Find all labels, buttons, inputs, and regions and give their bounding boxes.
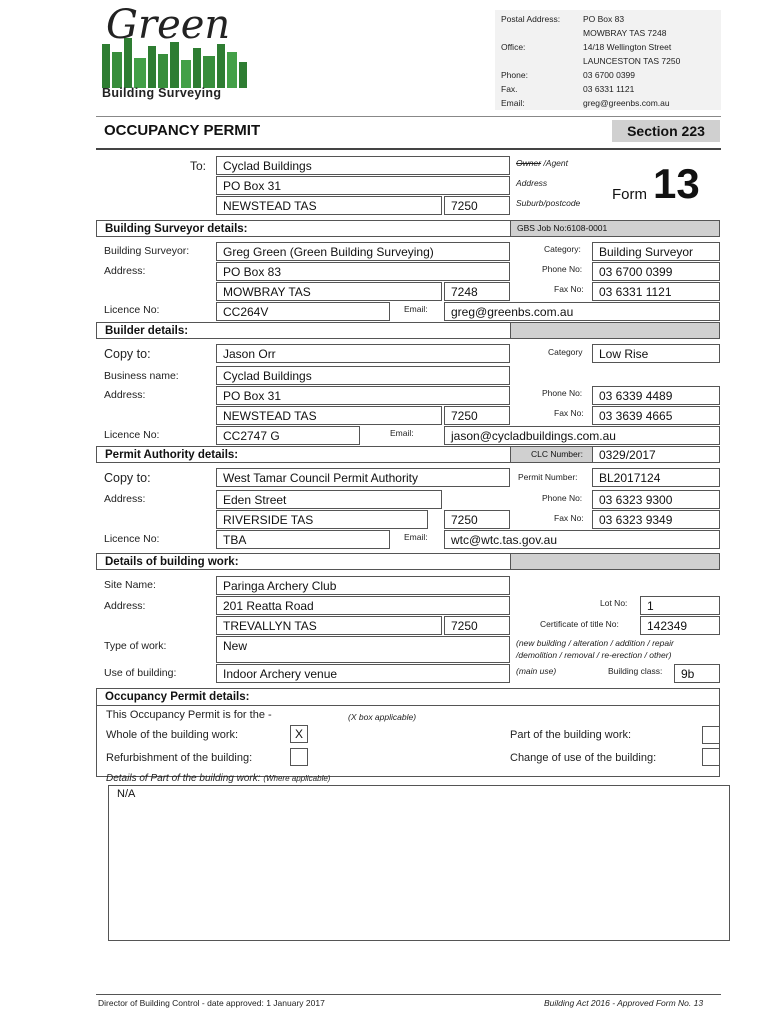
surveyor-suburb-field[interactable]: MOWBRAY TAS bbox=[216, 282, 442, 301]
authority-fax-label: Fax No: bbox=[554, 513, 584, 523]
builder-licence-field[interactable]: CC2747 G bbox=[216, 426, 360, 445]
authority-email-label: Email: bbox=[404, 532, 428, 542]
surveyor-phone-field[interactable]: 03 6700 0399 bbox=[592, 262, 720, 281]
page-title: OCCUPANCY PERMIT bbox=[104, 122, 261, 139]
owner-suburb-field[interactable]: NEWSTEAD TAS bbox=[216, 196, 442, 215]
owner-postcode-field[interactable]: 7250 bbox=[444, 196, 510, 215]
builder-fax-label: Fax No: bbox=[554, 408, 584, 418]
authority-email-field[interactable]: wtc@wtc.tas.gov.au bbox=[444, 530, 720, 549]
use-field[interactable]: Indoor Archery venue bbox=[216, 664, 510, 683]
occupancy-intro: This Occupancy Permit is for the - bbox=[106, 709, 272, 721]
site-name-field[interactable]: Paringa Archery Club bbox=[216, 576, 510, 595]
surveyor-licence-label: Licence No: bbox=[104, 304, 160, 316]
postal-line-1: PO Box 83 bbox=[583, 14, 625, 24]
fax-value: 03 6331 1121 bbox=[583, 84, 635, 94]
to-label: To: bbox=[190, 159, 207, 173]
surveyor-label: Building Surveyor: bbox=[104, 245, 190, 257]
authority-address-label: Address: bbox=[104, 493, 146, 505]
building-address-field[interactable]: 201 Reatta Road bbox=[216, 596, 510, 615]
owner-struck-text: Owner bbox=[516, 158, 542, 168]
change-checkbox[interactable] bbox=[702, 748, 720, 766]
builder-heading: Builder details: bbox=[105, 325, 189, 337]
authority-heading: Permit Authority details: bbox=[105, 449, 239, 461]
building-heading: Details of building work: bbox=[105, 556, 239, 568]
footer-rule bbox=[96, 994, 721, 995]
authority-phone-field[interactable]: 03 6323 9300 bbox=[592, 490, 720, 509]
phone-value: 03 6700 0399 bbox=[583, 70, 635, 80]
details-label bbox=[106, 773, 330, 784]
authority-licence-field[interactable]: TBA bbox=[216, 530, 390, 549]
clc-number-field[interactable]: 0329/2017 bbox=[592, 446, 720, 463]
authority-phone-label: Phone No: bbox=[542, 493, 583, 503]
building-section-header bbox=[96, 553, 720, 570]
surveyor-address-field[interactable]: PO Box 83 bbox=[216, 262, 510, 281]
builder-postcode-field[interactable]: 7250 bbox=[444, 406, 510, 425]
use-note: (main use) bbox=[516, 666, 557, 676]
builder-grey-cell bbox=[510, 323, 719, 338]
office-line-2: LAUNCESTON TAS 7250 bbox=[583, 56, 681, 66]
type-note-2: /demolition / removal / re-erection / other) bbox=[516, 650, 672, 660]
header-rule-bottom bbox=[96, 148, 721, 150]
authority-name-field[interactable]: West Tamar Council Permit Authority bbox=[216, 468, 510, 487]
builder-address-label: Address: bbox=[104, 389, 146, 401]
building-grey-cell bbox=[510, 554, 719, 569]
surveyor-email-label: Email: bbox=[404, 304, 428, 314]
details-value: N/A bbox=[117, 788, 136, 800]
address-caption: Address bbox=[516, 178, 548, 188]
surveyor-category-label: Category: bbox=[544, 244, 581, 254]
suburb-caption: Suburb/postcode bbox=[516, 198, 581, 208]
office-label: Office: bbox=[501, 42, 526, 52]
x-box-note: (X box applicable) bbox=[348, 712, 417, 722]
fax-label: Fax. bbox=[501, 84, 518, 94]
type-of-work-label: Type of work: bbox=[104, 640, 167, 652]
email-value: greg@greenbs.com.au bbox=[583, 98, 670, 108]
office-line-1: 14/18 Wellington Street bbox=[583, 42, 672, 52]
builder-email-label: Email: bbox=[390, 428, 414, 438]
postal-label: Postal Address: bbox=[501, 14, 561, 24]
part-label: Part of the building work: bbox=[510, 729, 632, 741]
title-field[interactable]: 142349 bbox=[640, 616, 720, 635]
permit-number-field[interactable]: BL2017124 bbox=[592, 468, 720, 487]
surveyor-fax-field[interactable]: 03 6331 1121 bbox=[592, 282, 720, 301]
surveyor-address-label: Address: bbox=[104, 265, 146, 277]
use-label: Use of building: bbox=[104, 667, 177, 679]
builder-business-field[interactable]: Cyclad Buildings bbox=[216, 366, 510, 385]
agent-text: /Agent bbox=[541, 158, 568, 168]
email-label: Email: bbox=[501, 98, 525, 108]
contact-block bbox=[495, 10, 721, 110]
building-suburb-field[interactable]: TREVALLYN TAS bbox=[216, 616, 442, 635]
surveyor-section-header bbox=[96, 220, 720, 237]
header-rule bbox=[96, 116, 721, 117]
surveyor-phone-label: Phone No: bbox=[542, 264, 583, 274]
section-badge: Section 223 bbox=[612, 120, 720, 142]
builder-category-field[interactable]: Low Rise bbox=[592, 344, 720, 363]
lot-field[interactable]: 1 bbox=[640, 596, 720, 615]
authority-postcode-field[interactable]: 7250 bbox=[444, 510, 510, 529]
builder-category-label: Category bbox=[548, 347, 583, 357]
details-note: (Where applicable) bbox=[263, 774, 331, 783]
building-postcode-field[interactable]: 7250 bbox=[444, 616, 510, 635]
surveyor-category-field[interactable]: Building Surveyor bbox=[592, 242, 720, 261]
builder-address-field[interactable]: PO Box 31 bbox=[216, 386, 510, 405]
logo bbox=[100, 2, 250, 104]
part-checkbox[interactable] bbox=[702, 726, 720, 744]
authority-address-field[interactable]: Eden Street bbox=[216, 490, 442, 509]
title-label: Certificate of title No: bbox=[540, 619, 619, 629]
details-label-text: Details of Part of the building work: bbox=[106, 773, 261, 784]
type-of-work-field[interactable]: New bbox=[216, 636, 510, 663]
refurb-label: Refurbishment of the building: bbox=[106, 752, 253, 764]
surveyor-name-field[interactable]: Greg Green (Green Building Surveying) bbox=[216, 242, 510, 261]
builder-suburb-field[interactable]: NEWSTEAD TAS bbox=[216, 406, 442, 425]
surveyor-postcode-field[interactable]: 7248 bbox=[444, 282, 510, 301]
occupancy-section-header bbox=[96, 688, 720, 705]
phone-label: Phone: bbox=[501, 70, 528, 80]
whole-label: Whole of the building work: bbox=[106, 729, 239, 741]
occupancy-heading: Occupancy Permit details: bbox=[105, 691, 250, 703]
lot-label: Lot No: bbox=[600, 598, 628, 608]
postal-line-2: MOWBRAY TAS 7248 bbox=[583, 28, 667, 38]
site-name-label: Site Name: bbox=[104, 579, 156, 591]
details-textarea[interactable] bbox=[108, 785, 730, 941]
footer-right: Building Act 2016 - Approved Form No. 13 bbox=[544, 998, 704, 1008]
permit-number-label: Permit Number: bbox=[518, 472, 578, 482]
builder-email-field[interactable]: jason@cycladbuildings.com.au bbox=[444, 426, 720, 445]
owner-name-field[interactable]: Cyclad Buildings bbox=[216, 156, 510, 175]
refurb-checkbox[interactable] bbox=[290, 748, 308, 766]
type-note-1: (new building / alteration / addition / repair bbox=[516, 638, 674, 648]
owner-agent-caption bbox=[516, 158, 568, 168]
surveyor-fax-label: Fax No: bbox=[554, 284, 584, 294]
footer-left: Director of Building Control - date approved: 1 January 2017 bbox=[98, 998, 325, 1008]
builder-section-header bbox=[96, 322, 720, 339]
surveyor-email-field[interactable]: greg@greenbs.com.au bbox=[444, 302, 720, 321]
authority-copy-label: Copy to: bbox=[104, 471, 151, 485]
authority-fax-field[interactable]: 03 6323 9349 bbox=[592, 510, 720, 529]
authority-licence-label: Licence No: bbox=[104, 533, 160, 545]
owner-address-field[interactable]: PO Box 31 bbox=[216, 176, 510, 195]
class-label: Building class: bbox=[608, 666, 663, 676]
builder-licence-label: Licence No: bbox=[104, 429, 160, 441]
class-field[interactable]: 9b bbox=[674, 664, 720, 683]
builder-phone-label: Phone No: bbox=[542, 388, 583, 398]
surveyor-heading: Building Surveyor details: bbox=[105, 223, 248, 235]
builder-business-label: Business name: bbox=[104, 370, 179, 382]
logo-subtitle: Building Surveying bbox=[102, 86, 222, 100]
clc-label: CLC Number: bbox=[531, 449, 583, 459]
builder-name-field[interactable]: Jason Orr bbox=[216, 344, 510, 363]
builder-phone-field[interactable]: 03 6339 4489 bbox=[592, 386, 720, 405]
change-label: Change of use of the building: bbox=[510, 752, 657, 764]
building-address-label: Address: bbox=[104, 600, 146, 612]
form-number: 13 bbox=[653, 160, 700, 207]
job-number: GBS Job No:6108-0001 bbox=[510, 221, 719, 236]
builder-copy-label: Copy to: bbox=[104, 347, 151, 361]
whole-checkbox[interactable]: X bbox=[290, 725, 308, 743]
logo-wordmark: Green bbox=[106, 2, 231, 48]
form-word: Form bbox=[612, 186, 647, 203]
builder-fax-field[interactable]: 03 3639 4665 bbox=[592, 406, 720, 425]
authority-suburb-field[interactable]: RIVERSIDE TAS bbox=[216, 510, 428, 529]
surveyor-licence-field[interactable]: CC264V bbox=[216, 302, 390, 321]
